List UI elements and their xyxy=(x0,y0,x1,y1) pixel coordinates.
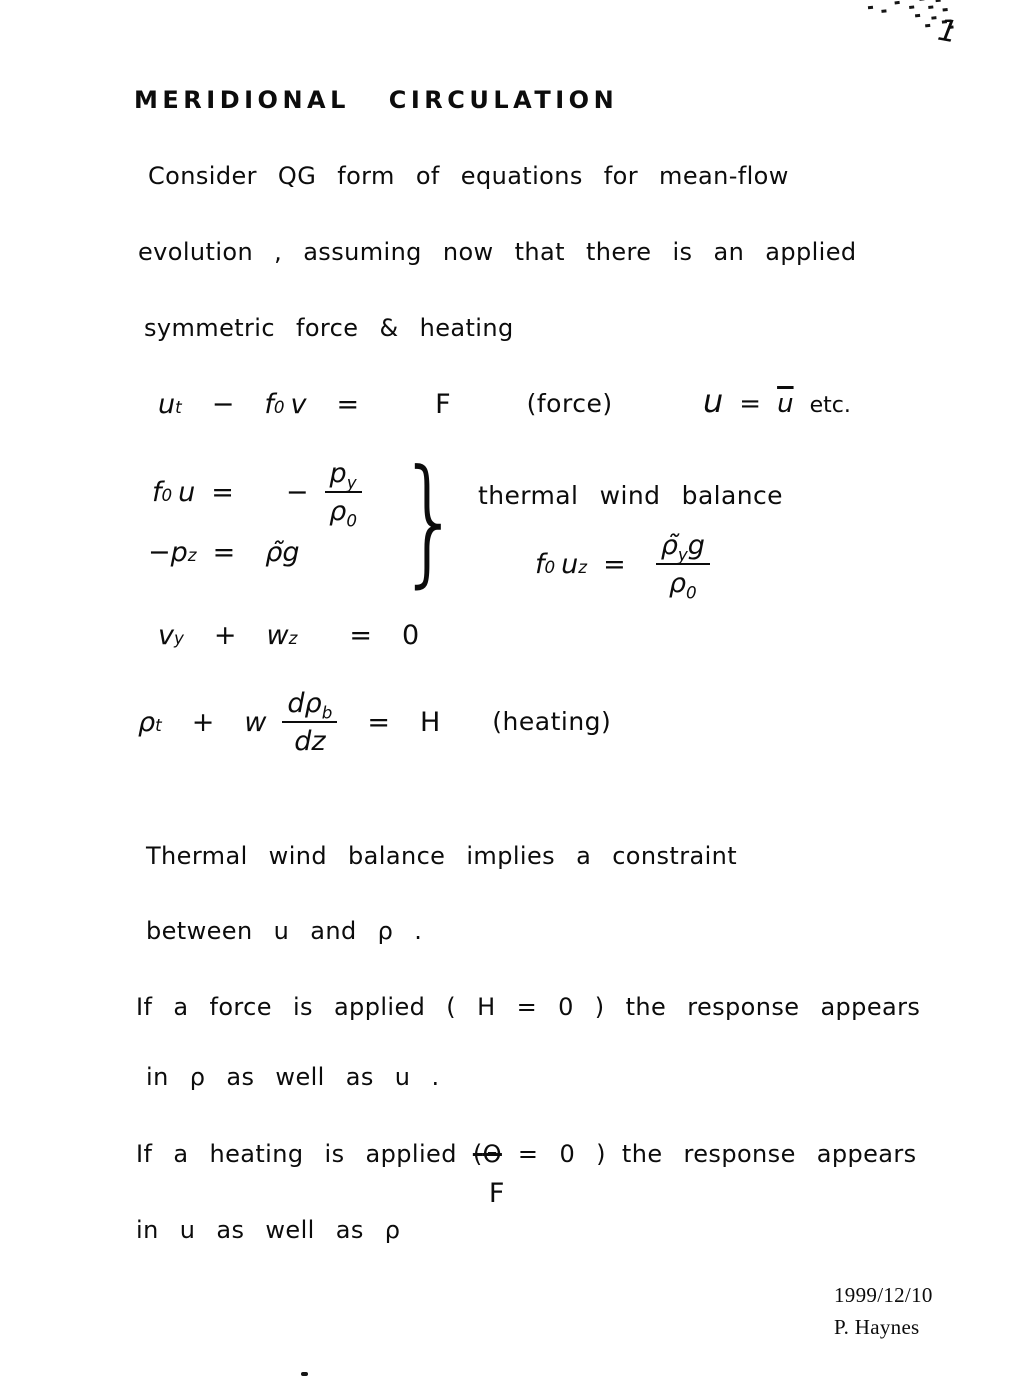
eq-operator: = xyxy=(739,389,762,419)
eq-operator: + xyxy=(191,707,215,739)
eq-var: u xyxy=(703,382,724,420)
page-title: MERIDIONAL CIRCULATION xyxy=(134,86,619,114)
eq-token: f 0 v xyxy=(264,389,307,420)
equation-momentum xyxy=(158,389,613,420)
eq-rhs: ρ̃g xyxy=(265,537,300,568)
eq-operator: = xyxy=(367,707,390,739)
fraction-denominator xyxy=(668,565,697,603)
eq-var: u xyxy=(158,389,176,420)
eq-operator: = xyxy=(349,620,373,651)
eq-rhs: H xyxy=(419,707,441,739)
constraint-line-2: between u and ρ . xyxy=(146,917,423,945)
eq-token: f 0 u z xyxy=(535,549,588,581)
fraction-denominator xyxy=(329,493,357,531)
eq-token: ρ t xyxy=(138,707,162,739)
open-paren: ( xyxy=(472,1140,483,1168)
equation-geostrophic xyxy=(152,458,362,531)
heating-text-post: the response appears xyxy=(621,1140,917,1168)
thermal-wind-label: thermal wind balance xyxy=(478,481,783,510)
eq-operator: − xyxy=(211,389,235,420)
eq-operator: = xyxy=(211,477,234,509)
eq-var: w xyxy=(266,620,289,651)
eq-var: ρ xyxy=(138,707,156,739)
eq-sub: y xyxy=(677,544,688,565)
heating-text-pre: If a heating is applied xyxy=(136,1140,457,1168)
fraction xyxy=(656,530,710,603)
footer-author: P. Haynes xyxy=(834,1315,920,1339)
eq-operator: − xyxy=(285,477,309,509)
eq-var: ρ̃ xyxy=(660,530,678,561)
equation-hydrostatic xyxy=(148,537,299,568)
eq-var: f xyxy=(535,549,545,581)
eq-etc: etc. xyxy=(809,393,851,418)
eq-token: f 0 u xyxy=(152,477,196,509)
eq-operator: + xyxy=(213,620,237,651)
fraction-numerator xyxy=(656,530,710,565)
force-response-line-1: If a force is applied ( H = 0 ) the response appears xyxy=(136,993,921,1021)
intro-line-2: evolution , assuming now that there is an applied xyxy=(138,238,857,266)
equation-continuity xyxy=(158,620,419,651)
eq-annotation: (heating) xyxy=(492,707,612,737)
eq-var: w xyxy=(244,707,267,739)
crossed-theta: Θ xyxy=(482,1140,502,1168)
eq-sub: 0 xyxy=(686,582,697,603)
eq-rhs: F xyxy=(435,389,451,420)
eq-token: w z xyxy=(266,620,298,651)
eq-var: p xyxy=(329,458,347,489)
eq-annotation: (force) xyxy=(526,389,613,419)
eq-var: v xyxy=(290,389,307,420)
eq-operator: = xyxy=(336,389,360,420)
page-number: 1 xyxy=(935,12,960,51)
heating-equals-zero: = 0 ) xyxy=(517,1140,606,1168)
fraction-denominator: dz xyxy=(294,726,326,758)
eq-var: ρ xyxy=(329,496,347,528)
eq-var: g xyxy=(687,530,705,561)
footer-date: 1999/12/10 xyxy=(834,1283,933,1307)
eq-var: ρ xyxy=(668,568,687,600)
eq-token: u t xyxy=(158,389,182,420)
eq-sub: b xyxy=(321,702,333,723)
eq-sub: 0 xyxy=(346,510,357,531)
eq-token: v y xyxy=(158,620,184,651)
eq-operator: = xyxy=(603,549,626,581)
eq-var: u xyxy=(178,477,196,509)
eq-var: dρ xyxy=(287,688,322,719)
eq-var: −p xyxy=(148,537,188,568)
eq-var-overbar: $\overline{u}$ xyxy=(777,389,794,419)
equation-thermal-wind xyxy=(535,530,710,603)
force-response-line-2: in ρ as well as u . xyxy=(146,1063,440,1091)
stray-pen-mark xyxy=(301,1372,308,1376)
eq-var: v xyxy=(158,620,174,651)
grouping-brace: } xyxy=(398,440,462,601)
eq-var: u xyxy=(561,549,579,581)
fraction xyxy=(325,458,362,531)
heating-response-line-2: in u as well as ρ xyxy=(136,1216,401,1244)
intro-line-3: symmetric force & heating xyxy=(144,314,514,342)
intro-line-1: Consider QG form of equations for mean-flow xyxy=(148,162,789,190)
eq-sub: y xyxy=(346,472,357,493)
equation-thermodynamic xyxy=(138,688,611,757)
eq-rhs: 0 xyxy=(402,620,420,651)
scan-noise-smudge xyxy=(868,6,873,10)
eq-token: −p z xyxy=(148,537,197,568)
fraction xyxy=(282,688,337,757)
fraction-numerator xyxy=(282,688,337,723)
eq-var: f xyxy=(264,389,274,420)
eq-operator: = xyxy=(212,537,236,568)
mean-flow-note xyxy=(703,382,851,420)
constraint-line-1: Thermal wind balance implies a constraint xyxy=(146,842,738,870)
correction-letter: F xyxy=(488,1178,505,1209)
heating-response-line-1 xyxy=(136,1140,917,1209)
fraction-numerator xyxy=(325,458,362,493)
eq-var: f xyxy=(152,477,162,509)
crossed-out-symbol xyxy=(472,1140,505,1209)
